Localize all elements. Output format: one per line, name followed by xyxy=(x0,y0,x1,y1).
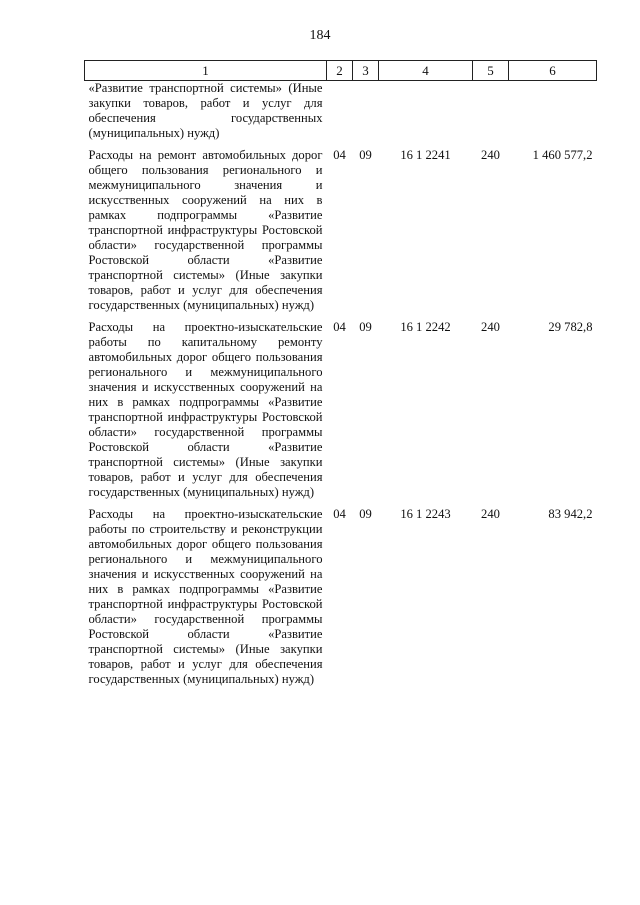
row-amount: 83 942,2 xyxy=(548,507,593,521)
header-col-5: 5 xyxy=(473,61,509,81)
row-amount xyxy=(509,81,597,149)
row-target-code: 16 1 2243 xyxy=(400,507,451,521)
header-col-3: 3 xyxy=(353,61,379,81)
row-subsection: 09 xyxy=(359,148,372,162)
row-name: Расходы на ремонт автомобильных дорог общего пользования регионального и межмуниципального значения и искусственных сооружений на них в рамках подпрограммы «Развитие транспортной инфраструктуры Ростовской области» государственной программы Ростовской области «Развитие транспортной системы» (Иные закупки товаров, работ и услуг для обеспечения государственных (муниципальных) нужд) xyxy=(88,148,323,312)
table-header-row xyxy=(85,61,597,81)
table-body xyxy=(85,81,597,695)
row-section: 04 xyxy=(333,320,346,334)
row-target-code: 16 1 2241 xyxy=(400,148,451,162)
row-target-code xyxy=(379,81,473,149)
row-section: 04 xyxy=(333,507,346,521)
row-name: Расходы на проектно-изыскательские работы по строительству и реконструкции автомобильных дорог общего пользования регионального и межмуниципального значения и искусственных сооружений на них в рамках подпрограммы «Развитие транспортной инфраструктуры Ростовской области» государственной программы Ростовской области «Развитие транспортной системы» (Иные закупки товаров, работ и услуг для обеспечения государственных (муниципальных) нужд) xyxy=(88,507,323,686)
table-row xyxy=(85,81,597,149)
row-amount: 1 460 577,2 xyxy=(532,148,593,162)
row-name: Расходы на проектно-изыскательские работы по капитальному ремонту автомобильных дорог общего пользования регионального и межмуниципального значения и искусственных сооружений на них в рамках подпрограммы «Развитие транспортной инфраструктуры Ростовской области» государственной программы Ростовской области «Развитие транспортной системы» (Иные закупки товаров, работ и услуг для обеспечения государственных (муниципальных) нужд) xyxy=(88,320,323,499)
row-amount: 29 782,8 xyxy=(548,320,593,334)
row-section xyxy=(327,81,353,149)
budget-table xyxy=(84,60,597,694)
row-expense-type: 240 xyxy=(481,507,500,521)
header-col-4: 4 xyxy=(379,61,473,81)
table-header xyxy=(85,61,597,81)
row-name: «Развитие транспортной системы» (Иные закупки товаров, работ и услуг для обеспечения государственных (муниципальных) нужд) xyxy=(88,81,323,140)
row-target-code: 16 1 2242 xyxy=(400,320,451,334)
row-subsection: 09 xyxy=(359,320,372,334)
row-section: 04 xyxy=(333,148,346,162)
table-row xyxy=(85,148,597,320)
page-number: 184 xyxy=(309,28,331,43)
header-col-2: 2 xyxy=(327,61,353,81)
row-subsection: 09 xyxy=(359,507,372,521)
row-expense-type xyxy=(473,81,509,149)
header-col-6: 6 xyxy=(509,61,597,81)
table-row xyxy=(85,507,597,694)
row-expense-type: 240 xyxy=(481,320,500,334)
table-row xyxy=(85,320,597,507)
header-col-1: 1 xyxy=(85,61,327,81)
row-subsection xyxy=(353,81,379,149)
row-expense-type: 240 xyxy=(481,148,500,162)
